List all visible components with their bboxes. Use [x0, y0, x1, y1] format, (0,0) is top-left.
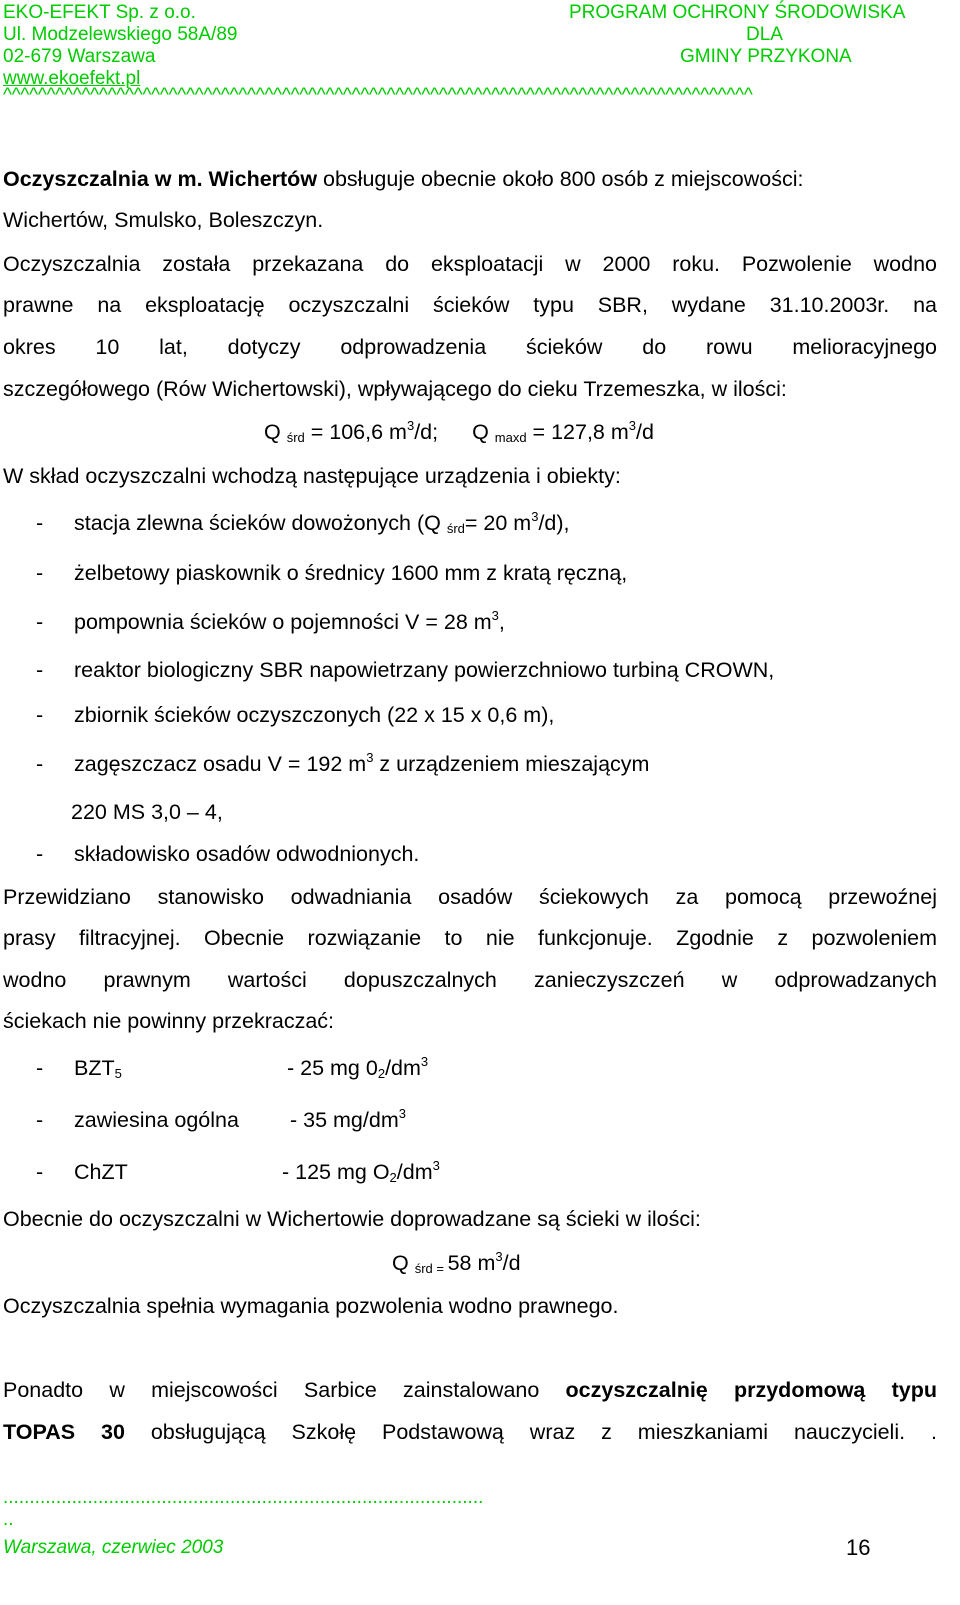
p3-line3: wodno prawnym wartości dopuszczalnych zanieczyszczeń w odprowadzanych: [3, 968, 937, 992]
bullet-item-4: reaktor biologiczny SBR napowietrzany powierzchniowo turbiną CROWN,: [74, 658, 775, 682]
formula-q2-sub: maxd: [494, 430, 527, 445]
limit-bzt-name: $BZT_5$: [74, 1056, 122, 1081]
limit-zawiesina-value: - 35 $mg/dm^3$: [290, 1106, 406, 1132]
p6-line2: TOPAS 30 obsługującą Szkołę Podstawową wraz z mieszkaniami nauczycieli. .: [3, 1420, 937, 1444]
bullet-dash: -: [36, 703, 44, 727]
program-title: PROGRAM OCHRONY ŚRODOWISKA: [569, 2, 906, 23]
bullet-dash: -: [36, 1108, 44, 1132]
bullet-dash: -: [36, 658, 44, 682]
footer-place-date: Warszawa, czerwiec 2003: [3, 1537, 224, 1558]
bullet-dash: -: [36, 511, 44, 535]
formula-q2-value: = 127,8 m: [526, 420, 629, 444]
company-street: Ul. Modzelewskiego 58A/89: [3, 24, 238, 45]
formula-flow: [264, 419, 654, 445]
footer-divider-2: ..: [3, 1509, 14, 1530]
formula-q1-value: = 106,6 m: [304, 420, 407, 444]
p3-line1: Przewidziano stanowisko odwadniania osadów ściekowych za pomocą przewoźnej: [3, 885, 937, 909]
bullet-item-6: zagęszczacz osadu V = 192 $m^3$ z urządzeniem mieszającym: [74, 750, 650, 776]
formula-q2-unit: /d: [636, 420, 654, 444]
formula-q2-sup: 3: [628, 418, 637, 433]
bullet-dash: -: [36, 752, 44, 776]
bullet-dash: -: [36, 842, 44, 866]
p2-line3: okres 10 lat, dotyczy odprowadzenia ścieków do rowu melioracyjnego: [3, 335, 937, 359]
p2-line2: prawne na eksploatację oczyszczalni ścieków typu SBR, wydane 31.10.2003r. na: [3, 293, 937, 317]
bullet-item-2: żelbetowy piaskownik o średnicy 1600 mm z kratą ręczną,: [74, 561, 628, 585]
p1-bold: Oczyszczalnia w m. Wichertów: [3, 167, 318, 191]
footer-divider: ...........................................................................................: [3, 1487, 484, 1508]
equipment-intro: W skład oczyszczalni wchodzą następujące urządzenia i obiekty:: [3, 464, 621, 488]
formula-q1-sup: 3: [406, 418, 415, 433]
header-divider: ^^^^^^^^^^^^^^^^^^^^^^^^^^^^^^^^^^^^^^^^^^^^^^^^^^^^^^^^^^^^^^^^^^^^^^^^^^^^^^^^^^^^^^: [3, 85, 753, 106]
bullet-item-5: zbiornik ścieków oczyszczonych (22 x 15 x 0,6 m),: [74, 703, 555, 727]
p1-line1: [3, 166, 937, 192]
p1-line2: Wichertów, Smulsko, Boleszczyn.: [3, 208, 324, 232]
formula-q1-sub: śrd: [286, 430, 305, 445]
bullet-dash: -: [36, 561, 44, 585]
p2-line4: szczegółowego (Rów Wichertowski), wpływającego do cieku Trzemeszka, w ilości:: [3, 377, 787, 401]
company-name: EKO-EFEKT Sp. z o.o.: [3, 2, 196, 23]
formula-current-flow: Q $_{śrd =}$ 58 $m^3/d$: [392, 1249, 521, 1276]
p2-line1: Oczyszczalnia została przekazana do eksploatacji w 2000 roku. Pozwolenie wodno: [3, 252, 937, 276]
bullet-item-1: stacja zlewna ścieków dowożonych (Q $_{śrd}$= 20 $m^3/d$),: [74, 509, 570, 536]
limit-chzt-name: ChZT: [74, 1160, 128, 1184]
limit-chzt-value: - 125 mg $O_2/dm^3$: [282, 1158, 440, 1185]
formula-q2: Q: [472, 420, 495, 444]
bullet-item-7: składowisko osadów odwodnionych.: [74, 842, 420, 866]
limit-bzt-value: - 25 mg $0_2/dm^3$: [287, 1054, 429, 1081]
p4: Obecnie do oczyszczalni w Wichertowie doprowadzane są ścieki w ilości:: [3, 1207, 701, 1231]
bullet-dash: -: [36, 1056, 44, 1080]
page-number: 16: [846, 1535, 871, 1560]
bullet-dash: -: [36, 610, 44, 634]
bullet-dash: -: [36, 1160, 44, 1184]
p3-line4: ściekach nie powinny przekraczać:: [3, 1009, 335, 1033]
formula-q1: Q: [264, 420, 287, 444]
company-city: 02-679 Warszawa: [3, 46, 156, 67]
program-dla: DLA: [746, 24, 783, 45]
bullet-item-3: pompownia ścieków o pojemności V = 28 $m^3$,: [74, 608, 505, 634]
limit-zawiesina-name: zawiesina ogólna: [74, 1108, 239, 1132]
bullet-item-6-line2: 220 MS 3,0 – 4,: [71, 800, 223, 824]
p6-line1: Ponadto w miejscowości Sarbice zainstalowano oczyszczalnię przydomową typu: [3, 1378, 937, 1402]
header-program: [569, 2, 949, 68]
formula-q1-unit: /d;: [414, 420, 439, 444]
p5: Oczyszczalnia spełnia wymagania pozwolenia wodno prawnego.: [3, 1294, 619, 1318]
header-company: [3, 2, 237, 90]
p3-line2: prasy filtracyjnej. Obecnie rozwiązanie to nie funkcjonuje. Zgodnie z pozwoleniem: [3, 926, 937, 950]
program-gmina: GMINY PRZYKONA: [680, 46, 852, 67]
company-website[interactable]: www.ekoefekt.pl: [3, 68, 141, 89]
p1-rest: obsługuje obecnie około 800 osób z miejscowości:: [317, 167, 804, 191]
